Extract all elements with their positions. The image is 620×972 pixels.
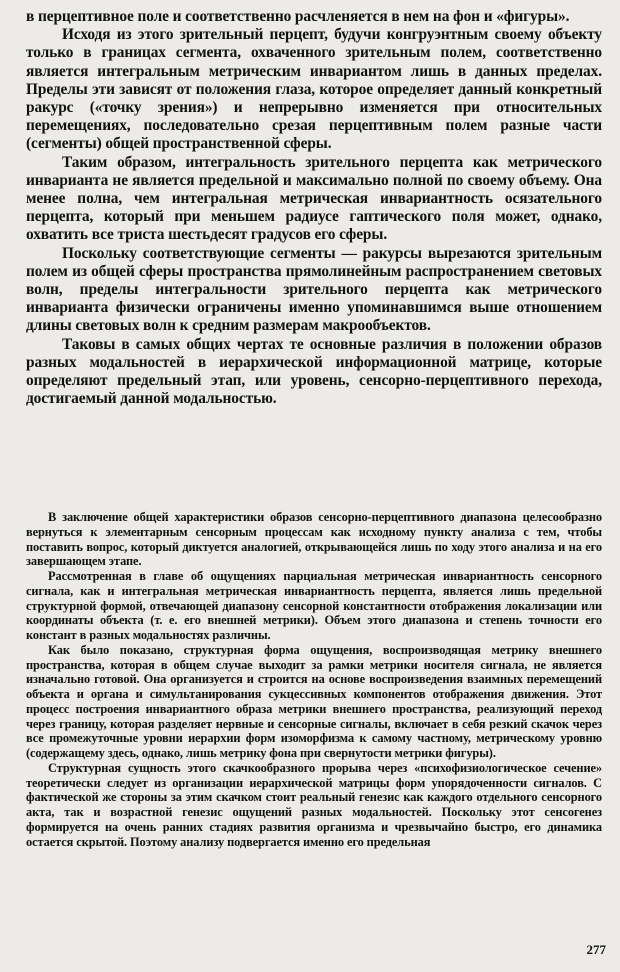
paragraph: Поскольку соответствующие сегменты — ракурсы вырезаются зрительным полем из общей сферы пространства прямолинейным распространением световых волн, пределы интегральности зрительного перцепта как метрического инварианта физически ограничены именно упоминавшимся выше отношением длины световых волн к средним размерам макрообъектов. (26, 244, 602, 335)
paragraph: Исходя из этого зрительный перцепт, будучи конгруэнтным своему объекту только в границах сегмента, охваченного зрительным полем, соответственно является интегральным метрическим инвариантом лишь в данных пределах. Пределы эти зависят от положения глаза, которое определяет данный конкретный ракурс («точку зрения») и непрерывно изменяется при относительных перемещениях, последовательно срезая перцептивным полем разные части (сегменты) общей пространственной сферы. (26, 26, 602, 153)
small-paragraph: Рассмотренная в главе об ощущениях парциальная метрическая инвариантность сенсорного сигнала, как и интегральная метрическая инвариантность перцепта, является лишь предельной структурной формой, отвечающей диапазону сенсорной константности отображения локализации или координаты объекта (т. е. его внешней метрики). Объем этого диапазона и степень точности его констант в разных модальностях различны. (26, 569, 602, 642)
small-print-block (26, 510, 602, 849)
paragraph: Таковы в самых общих чертах те основные различия в положении образов разных модальностей в иерархической информационной матрице, которые определяют предельный этап, или уровень, сенсорно-перцептивного перехода, достигаемый данной модальностью. (26, 335, 602, 408)
paragraph-continuation: в перцептивное поле и соответственно расчленяется в нем на фон и «фигуры». (26, 8, 570, 25)
page-number: 277 (586, 942, 606, 957)
small-paragraph: Структурная сущность этого скачкообразного прорыва через «психофизиологическое сечение» теоретически следует из организации иерархической матрицы форм упорядоченности сигналов. С фактической же стороны за этим скачком стоит реальный генезис как каждого отдельного сенсорного акта, так и возрастной генезис ощущений разных модальностей. Поскольку этот сенсогенез формируется на очень ранних стадиях развития организма и чрезвычайно быстро, его динамика остается скрытой. Поэтому анализу подвергается именно его предельная (26, 760, 602, 849)
main-text-block (26, 8, 602, 408)
small-paragraph: В заключение общей характеристики образов сенсорно-перцептивного диапазона целесообразно вернуться к элементарным сенсорным процессам как исходному пункту анализа с тем, чтобы поставить вопрос, который диктуется аналогией, открывающейся лишь по ходу этого анализа и на его завершающем этапе. (26, 510, 602, 569)
paragraph: Таким образом, интегральность зрительного перцепта как метрического инварианта не является предельной и максимально полной по своему объему. Она менее полна, чем интегральная метричеcкая инвариантность осязательного перцепта, который при меньшем радиусе гаптического поля может, однако, охватить все триста шестьдесят градусов его сферы. (26, 153, 602, 244)
small-paragraph: Как было показано, структурная форма ощущения, воспроизводящая метрику внешнего пространства, которая в общем случае выходит за рамки метрики носителя сигнала, не является изначально готовой. Она организуется и строится на основе воспроизведения взаимных перемещений объекта и органа и симультанирования сукцессивных компонентов отображения движения. Этот процесс построения инвариантного образа метрики внешнего пространства, реализующий переход через границу, которая разделяет нервные и сенсорные сигналы, включает в себя резкий скачок через все промежуточные уровни иерархии форм изоморфизма к самому частному, метрическому уровню (содержащему здесь, однако, лишь метрику фона при свернутости метрики фигуры). (26, 642, 602, 760)
